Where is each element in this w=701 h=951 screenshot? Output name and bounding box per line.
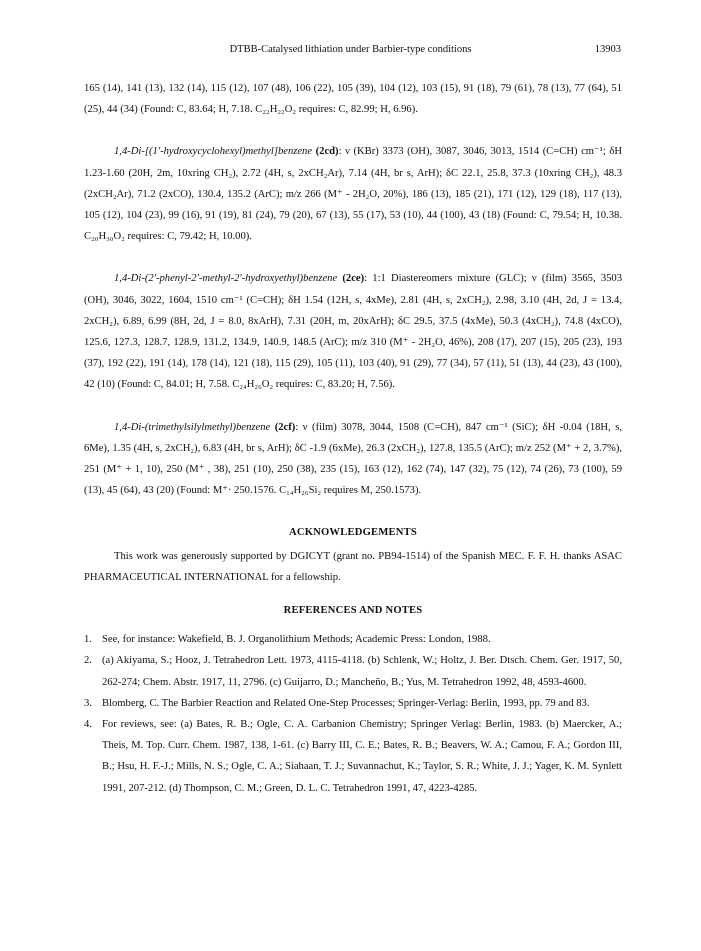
paragraph-compound-2cf [84, 417, 622, 502]
references-heading: REFERENCES AND NOTES [283, 605, 423, 617]
running-title: DTBB-Catalysed lithiation under Barbier-type conditions [229, 44, 472, 55]
acknowledgements-text: This work was generously supported by DGICYT (grant no. PB94-1514) of the Spanish MEC. F. F. H. thanks ASAC PHARMACEUTICAL INTERNATIONAL for a fellowship. [84, 550, 622, 583]
reference-list [84, 629, 622, 799]
compound-code: (2ce) [342, 273, 365, 285]
compound-name: 1,4-Di-(trimethylsilylmethyl)benzene [114, 421, 271, 433]
page-number: 13903 [594, 44, 621, 55]
compound-data: : ν (film) 3078, 3044, 1508 (C=CH), 847 cm⁻¹ (SiC); δH -0.04 (18H, s, 6Me), 1.35 (4H, s, 2xCH₂), 6.83 (4H, br s, ArH); δC -1.9 (6xMe), 26.3 (2xCH₂), 127.8, 135.5 (ArC); m/z 252 (M⁺ + 2, 3.7%), 251 (M⁺ + 1, 10), 250 (M⁺ , 38), 251 (10), 250 (38), 235 (15), 163 (12), 162 (74), 147 (32), 75 (12), 74 (26), 73 (100), 59 (13), 45 (64), 43 (20) (Found: M⁺· 250.1576. C₁₄H₂₆Si₂ requires M, 250.1573). [84, 421, 622, 497]
body-text [84, 78, 622, 799]
reference-item [84, 693, 622, 714]
compound-data: : 1:1 Diastereomers mixture (GLC); ν (film) 3565, 3503 (OH), 3046, 3022, 1604, 1510 cm⁻¹ (C=CH); δH 1.54 (12H, s, 4xMe), 2.81 (4H, s, 2xCH₂), 2.98, 3.10 (4H, 2d, J = 13.4, 2xCH₂), 6.89, 6.99 (8H, 2d, J = 8.0, 8xArH), 7.31 (20H, m, 20xArH); δC 29.5, 37.5 (4xMe), 50.3 (4xCH₂), 74.8 (4xCO), 125.6, 127.3, 128.7, 128.9, 131.2, 134.9, 140.9, 148.5 (ArC); m/z 310 (M⁺ - 2H₂O, 46%), 208 (17), 207 (15), 205 (23), 193 (37), 192 (22), 191 (14), 178 (14), 121 (18), 115 (29), 105 (11), 103 (40), 91 (29), 77 (34), 57 (11), 51 (13), 44 (23), 43 (100), 42 (10) (Found: C, 84.01; H, 7.58. C₂₄H₂₆O₂ requires: C, 83.20; H, 7.56). [84, 273, 623, 391]
reference-number: 1. [84, 634, 92, 646]
compound-data: : ν (KBr) 3373 (OH), 3087, 3046, 3013, 1514 (C=CH) cm⁻¹; δH 1.23-1.60 (20H, 2m, 10xring CH₂), 2.72 (4H, s, 2xCH₂Ar), 7.14 (4H, br s, ArH); δC 22.1, 25.8, 37.3 (10xring CH₂), 48.3 (2xCH₂Ar), 71.2 (2xCO), 130.4, 135.2 (ArC); m/z 266 (M⁺ - 2H₂O, 20%), 186 (13), 185 (21), 171 (12), 129 (18), 117 (13), 105 (12), 104 (23), 99 (16), 91 (19), 81 (24), 79 (20), 67 (13), 55 (17), 53 (10), 44 (100), 43 (18) (Found: C, 79.54; H, 10.38. C₂₀H₃₀O₂ requires: C, 79.42; H, 10.00). [84, 146, 622, 243]
reference-text: (a) Akiyama, S.; Hooz, J. Tetrahedron Lett. 1973, 4115-4118. (b) Schlenk, W.; Holtz, J. Ber. Dtsch. Chem. Ger. 1917, 50, 262-274; Chem. Abstr. 1917, 11, 2796. (c) Guijarro, D.; Mancheño, B.; Yus, M. Tetrahedron 1992, 48, 4593-4600. [102, 655, 622, 688]
reference-number: 2. [84, 655, 92, 667]
compound-code: (2cf) [274, 421, 296, 433]
reference-item [84, 650, 622, 692]
reference-text: Blomberg, C. The Barbier Reaction and Related One-Step Processes; Springer-Verlag: Berlin, 1993, pp. 79 and 83. [102, 697, 590, 709]
reference-item [84, 714, 622, 799]
compound-name: 1,4-Di-(2'-phenyl-2'-methyl-2'-hydroxyethyl)benzene [114, 273, 338, 285]
reference-item [84, 629, 622, 650]
reference-number: 3. [84, 697, 92, 709]
acknowledgements-heading: ACKNOWLEDGEMENTS [289, 527, 417, 539]
reference-number: 4. [84, 719, 92, 731]
paragraph-mass-spec-continued: 165 (14), 141 (13), 132 (14), 115 (12), 107 (48), 106 (22), 105 (39), 104 (12), 103 (15), 91 (18), 79 (61), 78 (13), 77 (64), 51 (25), 44 (34) (Found: C, 83.64; H, 7.18. C₂₂H₂₂O₂ requires: C, 82.99; H, 6.96). [84, 83, 622, 116]
compound-code: (2cd) [315, 146, 339, 158]
paragraph-compound-2cd [84, 141, 622, 247]
paragraph-compound-2ce [84, 268, 622, 395]
compound-name: 1,4-Di-[(1'-hydroxycyclohexyl)methyl]benzene [114, 146, 313, 158]
running-head [0, 44, 701, 58]
reference-text: See, for instance: Wakefield, B. J. Organolithium Methods; Academic Press: London, 1988. [102, 634, 491, 646]
reference-text: For reviews, see: (a) Bates, R. B.; Ogle, C. A. Carbanion Chemistry; Springer Verlag: Berlin, 1983. (b) Maercker, A.; Theis, M. Top. Curr. Chem. 1987, 138, 1-61. (c) Barry III, C. E.; Bates, R. B.; Beavers, W. A.; Camou, F. A.; Gordon III, B.; Hsu, H. F.-J.; Mills, N. S.; Ogle, C. A.; Siahaan, T. J.; Suvannachut, K.; Taylor, S. R.; White, J. J.; Yager, K. M. Synlett 1991, 207-212. (d) Thompson, C. M.; Green, D. L. C. Tetrahedron 1991, 47, 4223-4285. [102, 719, 622, 794]
